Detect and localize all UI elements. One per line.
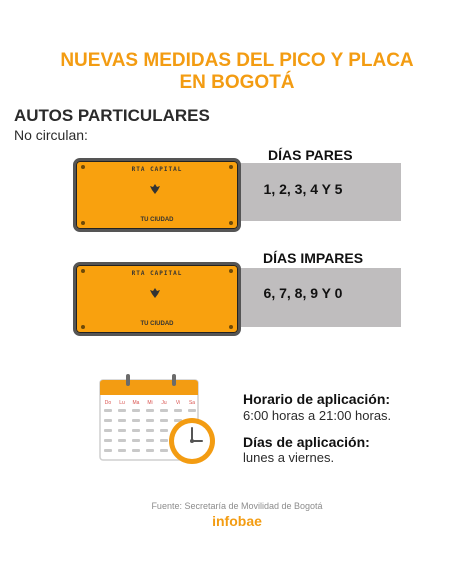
even-days-label: DÍAS PARES bbox=[268, 147, 353, 163]
calendar-weekday: Sa bbox=[188, 400, 196, 406]
plate-emblem-icon bbox=[149, 287, 161, 299]
plate-bottom-text: TU CIUDAD bbox=[140, 321, 174, 327]
odd-days-label: DÍAS IMPARES bbox=[263, 250, 364, 266]
calendar-day-cell bbox=[118, 449, 126, 452]
hours-value: 6:00 horas a 21:00 horas. bbox=[243, 408, 392, 423]
hours-title: Horario de aplicación: bbox=[243, 391, 391, 407]
clock-icon bbox=[167, 416, 217, 466]
even-days-digits: 1, 2, 3, 4 Y 5 bbox=[263, 181, 343, 197]
calendar-day-cell bbox=[188, 409, 196, 412]
calendar-weekday: Vi bbox=[175, 400, 181, 406]
calendar-day-cell bbox=[104, 419, 112, 422]
brand-logo: infobae bbox=[212, 513, 262, 529]
plate-bottom-text: TU CIUDAD bbox=[140, 217, 174, 223]
section-heading: AUTOS PARTICULARES bbox=[14, 106, 210, 125]
bolt-icon bbox=[81, 165, 85, 169]
plate-top-text: RTA CAPITAL bbox=[131, 166, 183, 173]
calendar-day-cell bbox=[104, 449, 112, 452]
source-text: Fuente: Secretaría de Movilidad de Bogotá bbox=[151, 501, 323, 511]
calendar-day-cell bbox=[146, 449, 154, 452]
calendar-weekday: Ma bbox=[132, 400, 140, 406]
calendar-day-cell bbox=[132, 449, 140, 452]
calendar-day-cell bbox=[146, 439, 154, 442]
odd-days-digits: 6, 7, 8, 9 Y 0 bbox=[263, 285, 343, 301]
bolt-icon bbox=[229, 325, 233, 329]
calendar-day-cell bbox=[174, 409, 182, 412]
calendar-day-cell bbox=[118, 439, 126, 442]
bolt-icon bbox=[229, 221, 233, 225]
days-title: Días de aplicación: bbox=[243, 434, 370, 450]
calendar-weekday: Mi bbox=[147, 400, 153, 406]
calendar-weekday: Do bbox=[104, 400, 112, 406]
calendar-day-cell bbox=[132, 419, 140, 422]
bolt-icon bbox=[81, 269, 85, 273]
calendar-day-cell bbox=[104, 429, 112, 432]
calendar-day-cell bbox=[160, 409, 168, 412]
calendar-day-cell bbox=[146, 409, 154, 412]
section-subheading: No circulan: bbox=[14, 127, 88, 143]
calendar-day-cell bbox=[146, 419, 154, 422]
calendar-day-cell bbox=[104, 409, 112, 412]
page-title bbox=[0, 50, 474, 94]
calendar-day-cell bbox=[132, 409, 140, 412]
bolt-icon bbox=[229, 269, 233, 273]
days-value: lunes a viernes. bbox=[243, 450, 335, 465]
calendar-day-cell bbox=[118, 409, 126, 412]
calendar-day-cell bbox=[132, 439, 140, 442]
bolt-icon bbox=[229, 165, 233, 169]
bolt-icon bbox=[81, 221, 85, 225]
bolt-icon bbox=[81, 325, 85, 329]
calendar-day-cell bbox=[118, 419, 126, 422]
calendar-day-cell bbox=[132, 429, 140, 432]
license-plate-icon bbox=[73, 158, 241, 232]
calendar-day-cell bbox=[146, 429, 154, 432]
title-line-1: NUEVAS MEDIDAS DEL PICO Y PLACA bbox=[60, 50, 414, 71]
plate-emblem-icon bbox=[149, 183, 161, 195]
plate-top-text: RTA CAPITAL bbox=[131, 270, 183, 277]
license-plate-icon bbox=[73, 262, 241, 336]
calendar-day-cell bbox=[118, 429, 126, 432]
calendar-weekday: Ju bbox=[161, 400, 167, 406]
calendar-weekday: Lu bbox=[119, 400, 125, 406]
title-line-2: EN BOGOTÁ bbox=[179, 72, 295, 93]
calendar-day-cell bbox=[104, 439, 112, 442]
